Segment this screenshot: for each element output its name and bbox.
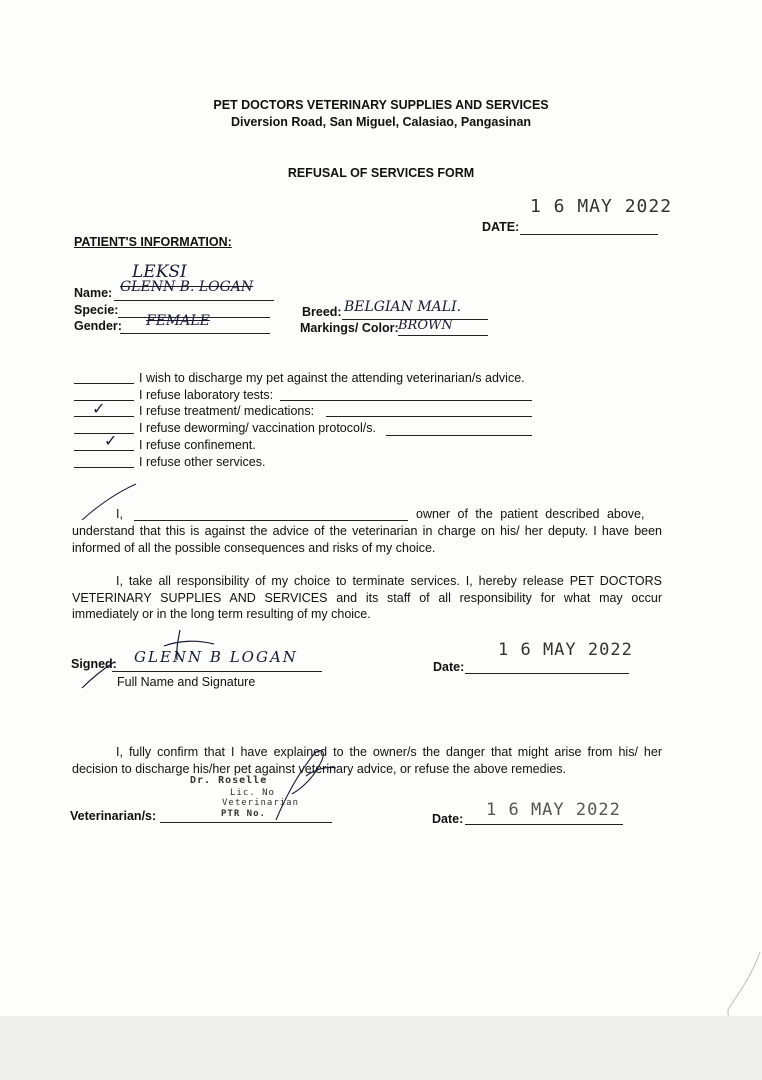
gender-line <box>120 333 270 334</box>
option-detail-line <box>326 416 532 417</box>
breed-label: Breed: <box>302 305 342 319</box>
vet-stamp-ptr: PTR No. <box>221 809 266 819</box>
form-title: REFUSAL OF SERVICES FORM <box>287 166 475 180</box>
vet-line <box>160 822 332 823</box>
option-blank <box>74 416 134 417</box>
check-mark: ✓ <box>104 431 118 450</box>
option-blank <box>74 383 134 384</box>
owner-name-line <box>134 520 408 521</box>
p1-start: I, <box>116 507 123 521</box>
patient-name-struck: GLENN B. LOGAN <box>120 279 254 295</box>
gender-label: Gender: <box>74 319 122 333</box>
markings-line <box>398 335 488 336</box>
signed-value: GLENN B LOGAN <box>134 648 298 666</box>
bottom-shadow <box>0 1016 762 1080</box>
signature-line <box>112 671 322 672</box>
markings-label: Markings/ Color: <box>300 321 399 335</box>
vet-stamp-role: Veterinarian <box>222 798 300 808</box>
signed-date-line <box>465 673 629 674</box>
pen-stroke-mark <box>80 482 140 522</box>
option-text: I refuse confinement. <box>139 438 256 452</box>
p3: I, fully confirm that I have explained to the owner/s the danger that might arise from his/ her decision to discharge his/her pet against veterinary advice, or refuse the above remedies. <box>72 745 662 776</box>
option-detail-line <box>280 400 532 401</box>
option-text: I refuse laboratory tests: <box>139 388 274 402</box>
name-line <box>114 300 274 301</box>
vet-date-label: Date: <box>432 812 464 826</box>
signed-label: Signed: <box>71 657 117 671</box>
company-name: PET DOCTORS VETERINARY SUPPLIES AND SERVICES <box>213 98 549 112</box>
p1-owner: owner of the patient described above, <box>416 507 645 521</box>
vet-stamp-name: Dr. Roselle <box>190 775 268 786</box>
vet-date-line <box>465 824 623 825</box>
specie-label: Specie: <box>74 303 119 317</box>
option-text: I wish to discharge my pet against the attending veterinarian/s advice. <box>139 371 525 385</box>
option-detail-line <box>386 435 532 436</box>
patient-name-handwritten: LEKSI <box>132 262 187 282</box>
gender-value: FEMALE <box>146 313 210 329</box>
signed-date-label: Date: <box>433 660 465 674</box>
date-line <box>520 234 658 235</box>
vet-stamp-lic: Lic. No <box>230 788 275 798</box>
p1-rest: understand that this is against the advice of the veterinarian in charge on his/ her deputy. I have been informed of all the possible consequences and risks of my choice. <box>72 524 662 555</box>
option-blank <box>74 450 134 451</box>
check-mark: ✓ <box>92 399 106 418</box>
breed-value: BELGIAN MALI. <box>344 299 462 315</box>
option-text: I refuse deworming/ vaccination protocol/s. <box>139 421 376 435</box>
vet-date-stamp: 1 6 MAY 2022 <box>486 800 621 820</box>
signature-caption: Full Name and Signature <box>117 675 256 689</box>
name-label: Name: <box>74 286 113 300</box>
option-text: I refuse other services. <box>139 455 266 469</box>
vet-signature-scribble <box>262 744 342 824</box>
date-stamp: 1 6 MAY 2022 <box>530 196 673 217</box>
option-text: I refuse treatment/ medications: <box>139 404 315 418</box>
p2: I, take all responsibility of my choice to terminate services. I, hereby release PET DOCTORS VETERINARY SUPPLIES AND SERVICES and its staff of all responsibility for what may occur immediately or in the long term resulting of my choice. <box>72 574 662 621</box>
option-blank <box>74 467 134 468</box>
patient-section-title: PATIENT'S INFORMATION: <box>74 235 232 249</box>
vet-label: Veterinarian/s: <box>70 809 157 823</box>
markings-value: BROWN <box>398 318 453 333</box>
company-address: Diversion Road, San Miguel, Calasiao, Pangasinan <box>230 115 532 129</box>
date-label: DATE: <box>482 220 520 234</box>
signed-date-stamp: 1 6 MAY 2022 <box>498 640 633 660</box>
